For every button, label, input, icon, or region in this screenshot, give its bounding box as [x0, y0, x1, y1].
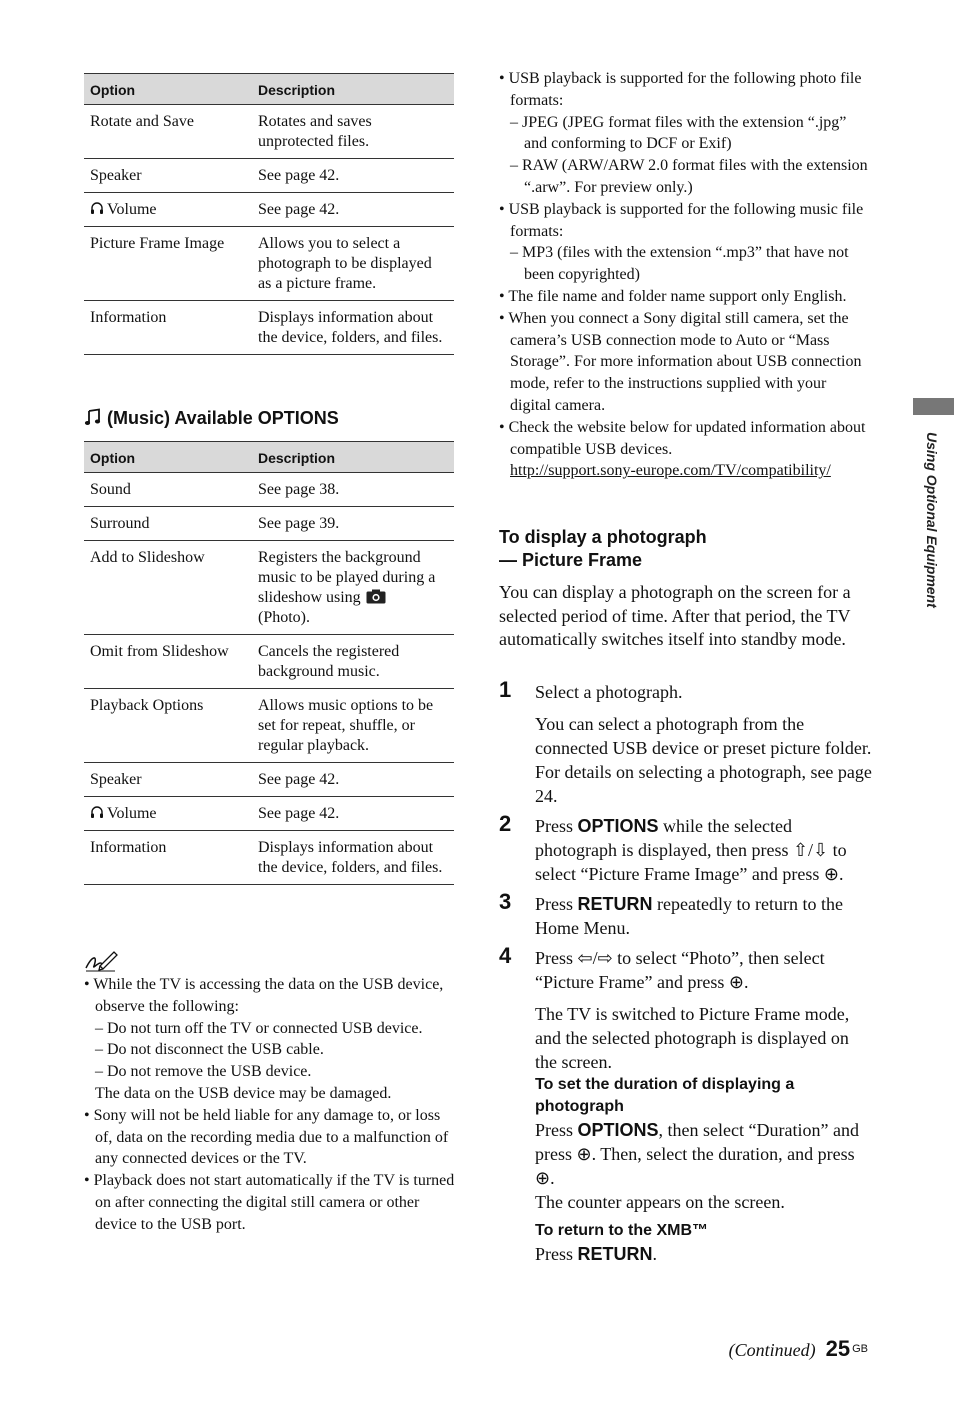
- section-side-label: Using Optional Equipment: [924, 432, 940, 608]
- note-subitem: – Do not remove the USB device.: [95, 1063, 312, 1081]
- option-cell: Rotate and Save: [84, 105, 252, 159]
- option-cell: Surround: [84, 507, 252, 541]
- table-row: [84, 763, 454, 797]
- description-cell: Allows music options to be set for repeat, shuffle, or regular playback.: [252, 689, 454, 763]
- description-text: Registers the background music to be played during a slideshow using: [258, 549, 436, 606]
- step-number: 1: [499, 677, 512, 702]
- list-item: • USB playback is supported for the following music file formats:: [499, 200, 864, 240]
- table-row: [84, 473, 454, 507]
- option-cell: Omit from Slideshow: [84, 635, 252, 689]
- list-item: • The file name and folder name support only English.: [499, 287, 847, 305]
- column-header-description: Description: [252, 74, 454, 105]
- step-text-lead: Press: [535, 816, 578, 836]
- table-row: [84, 507, 454, 541]
- return-text-lead: Press: [535, 1244, 578, 1264]
- heading-line-1: To display a photograph: [499, 527, 707, 547]
- column-header-option: Option: [84, 442, 252, 473]
- description-cell: Cancels the registered background music.: [252, 635, 454, 689]
- step-text: [535, 892, 874, 940]
- photo-options-table: [84, 73, 454, 355]
- step-text: Press ⇦/⇨ to select “Photo”, then select “Picture Frame” and press ⊕.: [535, 948, 825, 992]
- option-cell: [84, 193, 252, 227]
- description-cell: See page 42.: [252, 193, 454, 227]
- description-cell: Displays information about the device, folders, and files.: [252, 831, 454, 885]
- section-tab-marker: [913, 398, 954, 415]
- duration-heading: To set the duration of displaying a photograph: [535, 1076, 795, 1115]
- description-cell: [252, 541, 454, 635]
- list-item: • USB playback is supported for the following photo file formats:: [499, 70, 862, 109]
- table-row: [84, 159, 454, 193]
- list-item: • Check the website below for updated information about compatible USB devices.: [499, 418, 866, 458]
- music-note-icon: [84, 408, 102, 426]
- step-number: 3: [499, 889, 512, 914]
- music-options-title: (Music) Available OPTIONS: [107, 408, 339, 428]
- note-item: • While the TV is accessing the data on the USB device, observe the following:: [84, 976, 444, 1015]
- return-xmb-heading: To return to the XMB™: [535, 1222, 709, 1239]
- description-text-suffix: (Photo).: [258, 609, 310, 626]
- option-label: Volume: [107, 201, 157, 218]
- table-row: [84, 105, 454, 159]
- step-4: [499, 943, 874, 1266]
- note-subitem: – Do not disconnect the USB cable.: [95, 1041, 324, 1059]
- step-1: [499, 677, 874, 808]
- table-row: [84, 541, 454, 635]
- headphone-icon: [90, 201, 104, 215]
- step-text: Select a photograph.: [535, 682, 683, 702]
- table-row: [84, 635, 454, 689]
- music-options-heading: [84, 408, 339, 429]
- description-cell: See page 42.: [252, 159, 454, 193]
- duration-text-lead: Press: [535, 1120, 578, 1140]
- duration-text-rest: , then select “Duration” and press ⊕. Then, select the duration, and press ⊕.: [535, 1120, 859, 1188]
- options-key-label: OPTIONS: [577, 1120, 659, 1140]
- step-text-rest: while the selected photograph is displayed, then press ⇧/⇩ to select “Picture Frame Image” and press ⊕.: [535, 816, 847, 884]
- camera-icon: [366, 589, 386, 604]
- option-label: Volume: [107, 805, 157, 822]
- step-number: 4: [499, 943, 512, 968]
- column-header-description: Description: [252, 442, 454, 473]
- notes-list: [84, 974, 456, 1236]
- list-subitem: – JPEG (JPEG format files with the extension “.jpg” and conforming to DCF or Exif): [510, 113, 847, 153]
- option-cell: Playback Options: [84, 689, 252, 763]
- continued-label: (Continued): [728, 1340, 816, 1360]
- table-row: [84, 301, 454, 355]
- option-cell: Sound: [84, 473, 252, 507]
- step-number: 2: [499, 811, 512, 836]
- table-row: [84, 227, 454, 301]
- page-suffix: GB: [852, 1343, 868, 1355]
- description-cell: Displays information about the device, folders, and files.: [252, 301, 454, 355]
- option-cell: Information: [84, 301, 252, 355]
- usb-support-list: [499, 68, 871, 482]
- option-cell: Speaker: [84, 159, 252, 193]
- step-2: [499, 811, 874, 886]
- step-text-lead: Press: [535, 894, 578, 914]
- description-cell: See page 38.: [252, 473, 454, 507]
- note-pencil-icon: [84, 948, 118, 972]
- note-item: • Playback does not start automatically if the TV is turned on after connecting the digital still camera or other device to the USB port.: [84, 1172, 455, 1233]
- description-cell: See page 39.: [252, 507, 454, 541]
- table-row: [84, 193, 454, 227]
- note-item: • Sony will not be held liable for any damage to, or loss of, data on the recording media due to a malfunction of any connected devices or the TV.: [84, 1106, 449, 1168]
- options-key-label: OPTIONS: [577, 816, 659, 836]
- heading-line-2: — Picture Frame: [499, 550, 643, 570]
- steps-list: [499, 677, 874, 1272]
- table-row: [84, 797, 454, 831]
- step-text-rest: repeatedly to return to the Home Menu.: [535, 894, 843, 938]
- page-number: 25: [825, 1336, 851, 1361]
- step-detail: The TV is switched to Picture Frame mode, and the selected photograph is displayed on the screen.: [535, 1004, 850, 1072]
- return-key-label: RETURN: [577, 894, 653, 914]
- table-header-row: [84, 442, 454, 473]
- duration-text: [535, 1118, 874, 1190]
- duration-counter-text: The counter appears on the screen.: [535, 1192, 785, 1212]
- option-cell: Speaker: [84, 763, 252, 797]
- note-subitem: – Do not turn off the TV or connected USB device.: [95, 1019, 423, 1037]
- description-cell: Rotates and saves unprotected files.: [252, 105, 454, 159]
- option-cell: Information: [84, 831, 252, 885]
- compatibility-link[interactable]: http://support.sony-europe.com/TV/compatibility/: [510, 462, 831, 480]
- option-cell: [84, 797, 252, 831]
- column-header-option: Option: [84, 74, 252, 105]
- music-options-table: [84, 441, 454, 885]
- list-subitem: – RAW (ARW/ARW 2.0 format files with the extension “.arw”. For preview only.): [510, 157, 868, 196]
- step-detail: You can select a photograph from the connected USB device or preset picture folder. For details on selecting a photograph, see page 24.: [535, 714, 872, 806]
- step-text: [535, 814, 874, 886]
- table-row: [84, 689, 454, 763]
- note-text: The data on the USB device may be damaged.: [95, 1084, 392, 1102]
- list-subitem: – MP3 (files with the extension “.mp3” that have not been copyrighted): [510, 244, 849, 284]
- table-row: [84, 831, 454, 885]
- option-cell: Picture Frame Image: [84, 227, 252, 301]
- headphone-icon: [90, 805, 104, 819]
- description-cell: See page 42.: [252, 763, 454, 797]
- table-header-row: [84, 74, 454, 105]
- return-key-label: RETURN: [577, 1244, 653, 1264]
- return-xmb-text: [535, 1242, 874, 1266]
- picture-frame-heading: [499, 526, 859, 572]
- picture-frame-intro: You can display a photograph on the screen for a selected period of time. After that period, the TV automatically switches itself into standby mode.: [499, 582, 851, 650]
- description-cell: See page 42.: [252, 797, 454, 831]
- option-cell: Add to Slideshow: [84, 541, 252, 635]
- page-footer: [729, 1336, 868, 1362]
- list-item: • When you connect a Sony digital still camera, set the camera’s USB connection mode to Auto or “Mass Storage”. For more information about USB connection mode, refer to the instructions supplied with your digital camera.: [499, 309, 862, 414]
- description-cell: Allows you to select a photograph to be displayed as a picture frame.: [252, 227, 454, 301]
- return-text-rest: .: [652, 1244, 658, 1264]
- step-3: [499, 889, 874, 940]
